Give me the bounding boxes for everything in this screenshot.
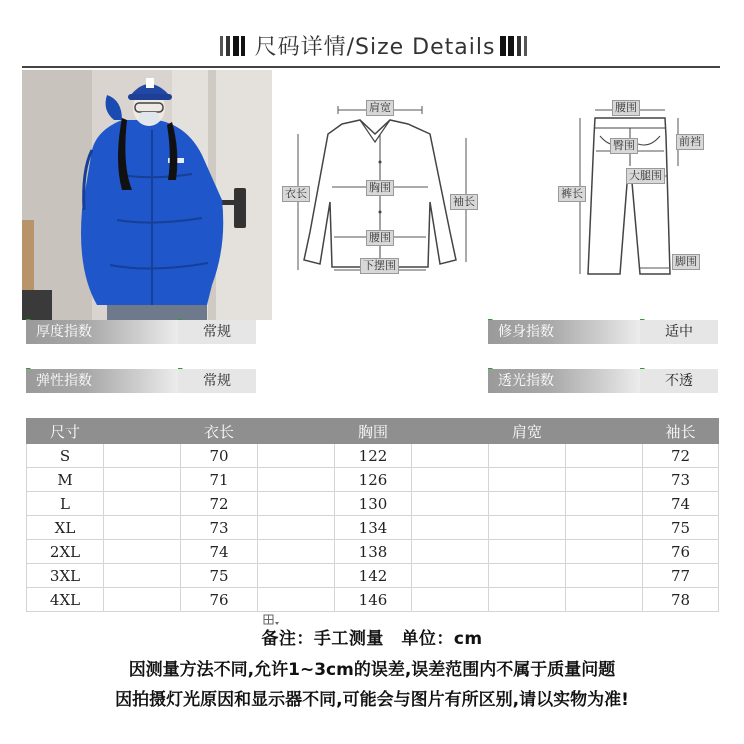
cell-shoulder xyxy=(489,492,566,516)
pants-label-thigh: 大腿围 xyxy=(626,168,665,184)
cell-shoulder xyxy=(489,444,566,468)
title-bars-right-icon xyxy=(500,34,530,58)
note-color-disclaimer: 因拍摄灯光原因和显示器不同,可能会与图片有所区别,请以实物为准! xyxy=(115,690,629,710)
cell-shoulder xyxy=(489,564,566,588)
cell-length: 76 xyxy=(181,588,258,612)
page-title: 尺码详情/Size Details xyxy=(254,35,496,60)
note-tolerance: 因测量方法不同,允许1~3cm的误差,误差范围内不属于质量问题 xyxy=(128,660,616,680)
pants-label-front-rise: 前裆 xyxy=(676,134,704,150)
table-row xyxy=(27,492,719,516)
cell-shoulder xyxy=(489,468,566,492)
fit-index-label: 修身指数 xyxy=(488,320,640,344)
diagram-label-hem: 下摆围 xyxy=(360,258,399,274)
header-length: 衣长 xyxy=(181,419,258,444)
title-divider xyxy=(22,66,720,68)
table-row xyxy=(27,540,719,564)
model-photo xyxy=(22,70,272,320)
table-row xyxy=(27,444,719,468)
title-bars-left-icon xyxy=(220,34,246,58)
cell-chest: 130 xyxy=(335,492,412,516)
thickness-index-value: 常规 xyxy=(178,320,256,344)
cell-shoulder xyxy=(489,588,566,612)
cell-size: M xyxy=(27,468,104,492)
cell-sleeve: 76 xyxy=(643,540,719,564)
cell-sleeve: 74 xyxy=(643,492,719,516)
cell-sleeve: 73 xyxy=(643,468,719,492)
cell-sleeve: 75 xyxy=(643,516,719,540)
cell-chest: 142 xyxy=(335,564,412,588)
thickness-index-label: 厚度指数 xyxy=(26,320,178,344)
diagram-label-sleeve: 袖长 xyxy=(450,194,478,210)
diagram-label-length: 衣长 xyxy=(282,186,310,202)
cell-length: 74 xyxy=(181,540,258,564)
cell-size: S xyxy=(27,444,104,468)
cell-chest: 146 xyxy=(335,588,412,612)
cell-length: 70 xyxy=(181,444,258,468)
cell-size: 3XL xyxy=(27,564,104,588)
pants-label-hip: 臀围 xyxy=(610,138,638,154)
cell-length: 72 xyxy=(181,492,258,516)
cell-size: 2XL xyxy=(27,540,104,564)
header-size: 尺寸 xyxy=(27,419,104,444)
pants-label-waist: 腰围 xyxy=(612,100,640,116)
header-sleeve: 袖长 xyxy=(643,419,719,444)
pants-label-length: 裤长 xyxy=(558,186,586,202)
cell-shoulder xyxy=(489,516,566,540)
fit-index-value: 适中 xyxy=(640,320,718,344)
size-table xyxy=(26,418,719,612)
diagram-label-shoulder: 肩宽 xyxy=(366,100,394,116)
cell-sleeve: 72 xyxy=(643,444,719,468)
elasticity-index-label: 弹性指数 xyxy=(26,369,178,393)
header-chest: 胸围 xyxy=(335,419,412,444)
note-measurement: 备注：手工测量 单位：cm xyxy=(261,629,483,649)
cell-size: L xyxy=(27,492,104,516)
cell-size: 4XL xyxy=(27,588,104,612)
table-row xyxy=(27,564,719,588)
diagram-label-waist: 腰围 xyxy=(366,230,394,246)
cell-chest: 126 xyxy=(335,468,412,492)
pants-measurement-diagram xyxy=(540,96,720,281)
cell-chest: 122 xyxy=(335,444,412,468)
jacket-measurement-diagram xyxy=(280,72,480,282)
table-row xyxy=(27,516,719,540)
transparency-index-label: 透光指数 xyxy=(488,369,640,393)
cell-shoulder xyxy=(489,540,566,564)
cell-chest: 138 xyxy=(335,540,412,564)
cell-length: 73 xyxy=(181,516,258,540)
cell-sleeve: 77 xyxy=(643,564,719,588)
elasticity-index-value: 常规 xyxy=(178,369,256,393)
table-row xyxy=(27,468,719,492)
pants-label-leg-opening: 脚围 xyxy=(672,254,700,270)
cell-chest: 134 xyxy=(335,516,412,540)
cell-sleeve: 78 xyxy=(643,588,719,612)
cell-length: 71 xyxy=(181,468,258,492)
table-header-row xyxy=(27,419,719,444)
table-row xyxy=(27,588,719,612)
diagram-label-chest: 胸围 xyxy=(366,180,394,196)
cell-length: 75 xyxy=(181,564,258,588)
transparency-index-value: 不透 xyxy=(640,369,718,393)
cell-size: XL xyxy=(27,516,104,540)
header-shoulder: 肩宽 xyxy=(489,419,566,444)
